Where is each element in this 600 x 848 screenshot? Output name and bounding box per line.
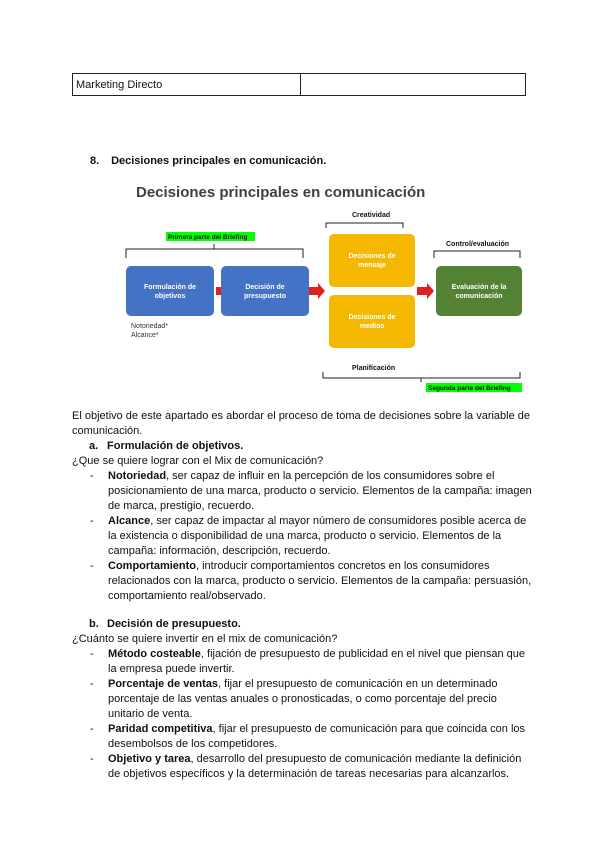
intro-paragraph: El objetivo de este apartado es abordar el proceso de toma de decisiones sobre la variable de comunicación. [72, 410, 531, 437]
list-a [72, 469, 532, 604]
brace-planificacion [323, 372, 520, 382]
table-cell-value [301, 74, 525, 95]
brace-control [434, 251, 520, 258]
item-text: , ser capaz de influir en la percepción de los consumidores sobre el posicionamiento de una marca, producto o servicio. Elementos de la campaña: imagen de marca, prestigio, recuerdo. [108, 470, 532, 512]
info-table [72, 73, 526, 96]
item-term: Comportamiento [108, 560, 196, 572]
subheading-a [89, 439, 532, 454]
body-content [72, 409, 532, 782]
item-term: Notoriedad [108, 470, 167, 482]
label-planificacion: Planificación [352, 365, 396, 372]
decisions-diagram [118, 176, 528, 398]
section-number: 8. [90, 155, 100, 167]
list-item [72, 647, 532, 677]
arrow-2 [309, 283, 325, 299]
list-item [72, 677, 532, 722]
item-term: Alcance [108, 515, 151, 527]
item-text: , fijar el presupuesto de comunicación en un determinado porcentaje de las ventas anuales o pronosticadas, o como porcentaje del precio unitario de venta. [108, 678, 498, 720]
section-title: Decisiones principales en comunicación. [111, 155, 327, 167]
item-text: , desarrollo del presupuesto de comunicación mediante la definición de objetivos específicos y la determinación de tareas necesarias para alcanzarlos. [108, 753, 522, 780]
item-term: Método costeable [108, 648, 201, 660]
box-mensaje-line1: Decisiones de [348, 253, 396, 260]
item-text: , ser capaz de impactar al mayor número de consumidores posible acerca de la existencia o disponibilidad de una marca, producto o servicio. Elementos de la campaña: información, descripción, recuerdo. [108, 515, 527, 557]
subheading-a-letter: a. [89, 440, 99, 452]
box-evaluacion-line1: Evaluación de la [451, 284, 507, 291]
box-medios-line2: medios [359, 323, 385, 330]
question-a: ¿Que se quiere lograr con el Mix de comunicación? [72, 455, 324, 467]
item-term: Paridad competitiva [108, 723, 213, 735]
box-presupuesto-line2: presupuesto [243, 293, 287, 300]
box-formulacion-line2: objetivos [154, 293, 186, 300]
item-text: , fijar el presupuesto de comunicación para que coincida con los desembolsos de los competidores. [108, 723, 526, 750]
box-medios [329, 295, 415, 348]
list-b [72, 647, 532, 782]
label-notoriedad: Notoriedad* [131, 323, 168, 330]
list-item [72, 722, 532, 752]
subheading-b-title: Decisión de presupuesto. [107, 618, 241, 630]
brace-creatividad [326, 223, 403, 228]
question-b: ¿Cuánto se quiere invertir en el mix de comunicación? [72, 633, 338, 645]
label-segunda: Segunda parte del Briefing [428, 385, 511, 392]
spacer [72, 604, 532, 617]
subheading-b-letter: b. [89, 618, 99, 630]
brace-primera [126, 244, 303, 258]
section-heading [90, 155, 326, 167]
label-primera: Primera parte del Briefing [168, 234, 248, 241]
box-mensaje [329, 234, 415, 287]
list-item [72, 752, 532, 782]
diagram-title: Decisiones principales en comunicación [136, 184, 426, 201]
box-formulacion-line1: Formulación de [143, 284, 197, 291]
item-term: Objetivo y tarea [108, 753, 191, 765]
box-presupuesto [221, 266, 309, 316]
arrow-3 [417, 283, 434, 299]
label-control: Control/evaluación [446, 241, 510, 248]
table-cell-label: Marketing Directo [73, 74, 301, 95]
box-evaluacion [436, 266, 522, 316]
item-term: Porcentaje de ventas [108, 678, 219, 690]
list-item [72, 514, 532, 559]
subheading-b [89, 617, 532, 632]
box-mensaje-line2: mensaje [357, 262, 387, 269]
label-creatividad: Creatividad [352, 212, 391, 219]
box-presupuesto-line1: Decisión de [245, 284, 285, 291]
box-medios-line1: Decisiones de [348, 314, 396, 321]
list-item [72, 469, 532, 514]
label-alcance: Alcance* [131, 332, 159, 339]
subheading-a-title: Formulación de objetivos. [107, 440, 244, 452]
box-formulacion [126, 266, 214, 316]
box-evaluacion-line2: comunicación [455, 293, 503, 300]
list-item [72, 559, 532, 604]
item-text: , fijación de presupuesto de publicidad en el nivel que piensan que la empresa puede invertir. [108, 648, 526, 675]
item-text: , introducir comportamientos concretos en los consumidores relacionados con la marca, producto o servicio. Elementos de la campaña: persuasión, comportamiento real/observado. [108, 560, 532, 602]
